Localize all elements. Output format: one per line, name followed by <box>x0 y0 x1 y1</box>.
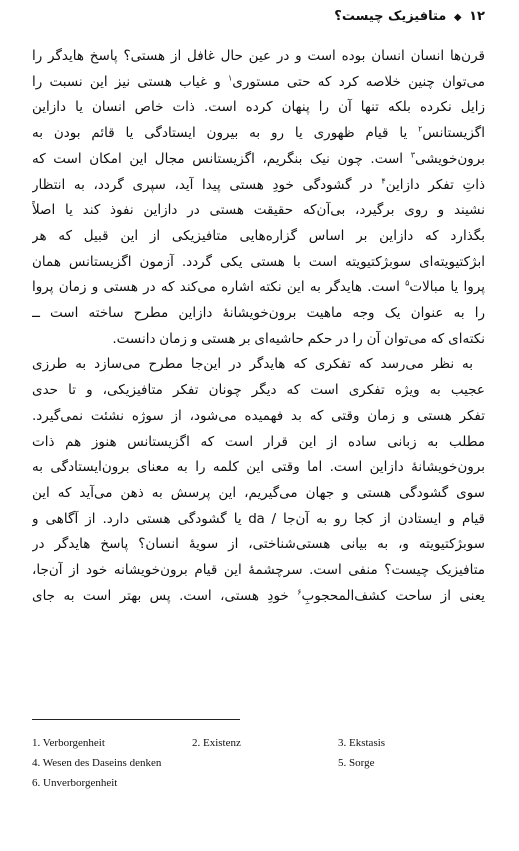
footnote-5: 5. Sorge <box>338 757 375 769</box>
text-line: زایل نکرده بلکه تنها آن را پنهان کرده است. ذات خاص انسان یا دازاین <box>32 99 485 116</box>
text-line: عجیب به ویژه تفکری است که دیگر چونان تفکر متافیزیکی، و تا حدی <box>32 382 485 399</box>
text-line: را به عنوان یک وجه ماهیت برون‌خویشانهٔ دازاین مطرح ساخته است ــ <box>32 305 485 322</box>
footnote-ref[interactable]: ۶ <box>297 587 302 597</box>
chapter-title: متافیزیک چیست؟ <box>334 9 447 24</box>
text-line: تفکر هستی و زمان وقتی که بد فهمیده می‌شود، از سوژه نشئت نمی‌گیرد. <box>32 407 485 424</box>
footnote-3: 3. Ekstasis <box>338 737 386 749</box>
text-line: ابژکتیویته‌ای سوبژکتیویته است با هستی یکی گردد. آزمون اگزیستانس همان <box>32 253 485 270</box>
body-text <box>32 44 485 609</box>
text-line: سوی گشودگی هستی و جهان می‌گیریم، این پرسش به ذهن می‌آید که این <box>32 484 485 501</box>
footnote-ref[interactable]: ۱ <box>227 73 233 83</box>
footnote-6: 6. Unverborgenheit <box>32 777 118 789</box>
text-line: بگذارد که دازاین بر اساس گزاره‌هایی متافیزیکی از این قبیل که هر <box>32 227 485 244</box>
page-number: ۱۲ <box>469 9 485 24</box>
footnote-4: 4. Wesen des Daseins denken <box>32 757 162 769</box>
footnote-ref[interactable]: ۴ <box>381 176 386 186</box>
header-diamond-icon: ◆ <box>453 12 462 23</box>
footnote-ref[interactable]: ۵ <box>405 278 410 288</box>
text-line: برون‌خویشی$^۳$ است. چون نیک بنگریم، اگزیستانس مجال این امکان است که <box>32 150 485 167</box>
running-header <box>32 8 485 27</box>
text-line: پروا یا مبالات$^۵$ است. هایدگر به این نکته اشاره می‌کند که در هستی و زمان پروا <box>32 278 485 296</box>
footnote-ref[interactable]: ۳ <box>410 150 415 160</box>
footnote-ref[interactable]: ۲ <box>418 124 423 134</box>
text-line: متافیزیک چیست؟ منفی است. سرچشمهٔ این قیام برون‌خویشانه خود از آن‌جا، <box>32 562 485 579</box>
text-line: نکته‌ای که می‌توان آن را در حکم حاشیه‌ای بر هستی و زمان دانست. <box>112 330 485 347</box>
paragraph-1 <box>32 44 485 352</box>
text-line: قرن‌ها انسان انسان بوده است و در عین حال غافل از هستی؟ پاسخ هایدگر را <box>32 48 485 64</box>
text-line: برون‌خویشانهٔ دازاین است. اما وقتی این کلمه را به معنای برون‌ایستادگی به <box>32 459 485 476</box>
text-line: نشیند و روی برگیرد، بی‌آن‌که حقیقت هستی در دازاین نفوذ کند یا اصلاً <box>32 202 485 219</box>
paragraph-2 <box>32 352 485 609</box>
text-line: مطلب به زبانی ساده از این قرار است که اگزیستانس هنوز هم ذات <box>32 433 485 450</box>
text-line: ذاتِ تفکر دازاین$^۴$ در گشودگی خودِ هستی پیدا آید، سپری گردد، به انتظار <box>32 176 485 193</box>
text-line: سوبژکتیویته و، به بیانی هستی‌شناختی، از سویهٔ انسان؟ پاسخ هایدگر در <box>32 536 485 553</box>
footnote-2: 2. Existenz <box>192 737 241 749</box>
text-line: یعنی از ساحت کشف‌المحجوبِ$^۶$ خودِ هستی، است. پس بهتر است به جای <box>32 587 485 604</box>
footnote-divider <box>32 719 240 720</box>
text-line: می‌توان چنین خلاصه کرد که حتی مستوری$^۱$ و غیاب هستی نیز این نسبت را <box>32 73 485 90</box>
text-line: قیام و ایستادن از کجا رو به آن‌جا / da یا گشودگی هستی دارد. از آگاهی و <box>32 510 485 527</box>
footnote-1: 1. Verborgenheit <box>32 737 105 749</box>
text-line: اگزیستانس$^۲$ یا قیام ظهوری یا رو به بیرون ایستادگی یا قائم بودن به <box>32 124 485 142</box>
text-line: به نظر می‌رسد که تفکری که هایدگر در این‌جا مطرح می‌سازد به طرزی <box>32 356 473 373</box>
